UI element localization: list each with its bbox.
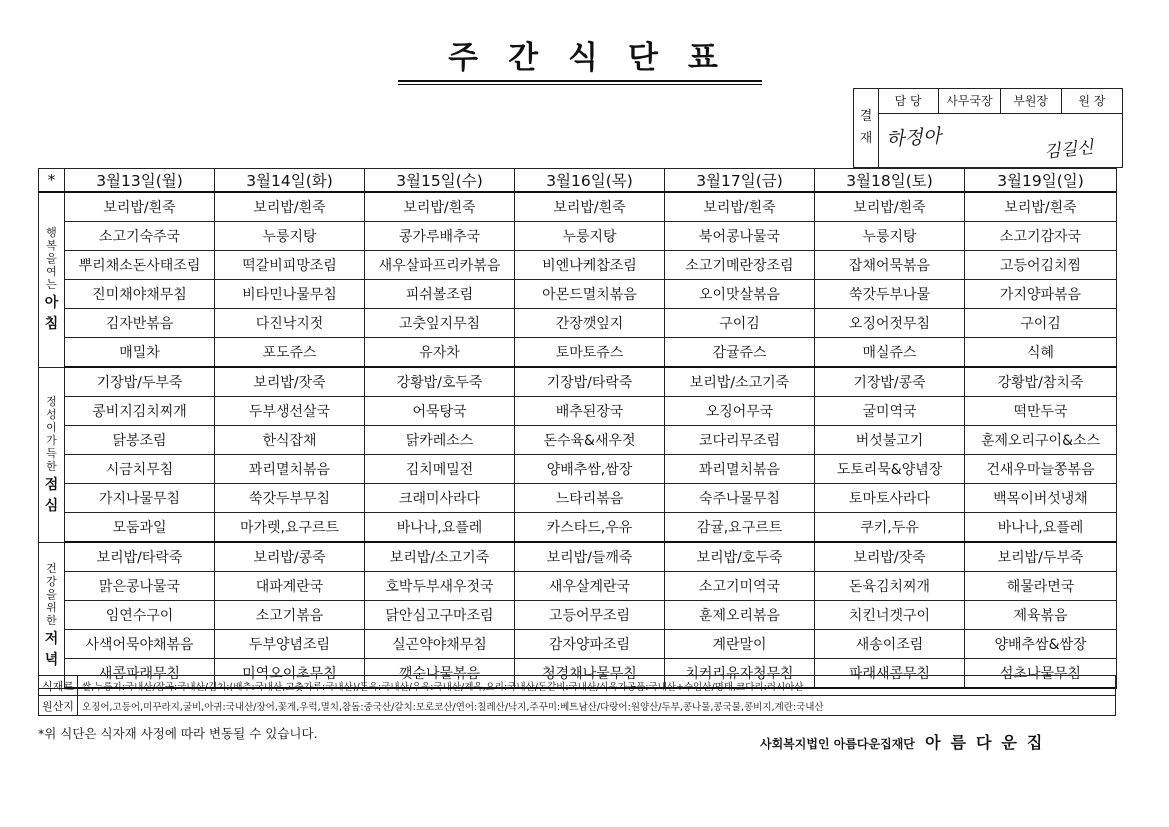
menu-item: 콩비지김치찌개	[65, 397, 215, 426]
menu-item: 소고기미역국	[665, 572, 815, 601]
menu-item: 피쉬볼조림	[365, 280, 515, 309]
menu-item: 다진낙지젓	[215, 309, 365, 338]
menu-item: 기장밥/콩죽	[815, 367, 965, 397]
menu-item: 코다리무조림	[665, 426, 815, 455]
menu-item: 보리밥/콩죽	[215, 542, 365, 572]
menu-item: 훈제오리구이&소스	[965, 426, 1117, 455]
title-underline-thin	[398, 84, 762, 85]
menu-item: 카스타드,우유	[515, 513, 665, 543]
dinner-row	[39, 630, 1117, 659]
signature-director: 김길신	[1043, 137, 1095, 163]
menu-item: 양배추쌈,쌈장	[515, 455, 665, 484]
menu-item: 미역오이초무침	[215, 659, 365, 689]
page-title: 주간식단표	[448, 40, 748, 76]
menu-item: 치커리유자청무침	[665, 659, 815, 689]
menu-item: 감자양파조림	[515, 630, 665, 659]
menu-item: 보리밥/흰죽	[665, 192, 815, 222]
menu-item: 진미채야채무침	[65, 280, 215, 309]
menu-item: 마가렛,요구르트	[215, 513, 365, 543]
menu-item: 소고기메란장조림	[665, 251, 815, 280]
origin-line: 쌀,누룽지:국내산/잡곡:국내산/김치:(배추:국내산,고춧가루:국내산)/돈육:국내산/우육:국내산/계육,오리:국내산/돈갈비:국내산/식육가공품:국내산+수입산/명태,코다리:러시아산	[78, 676, 1116, 696]
menu-item: 굴미역국	[815, 397, 965, 426]
lunch-row	[39, 513, 1117, 543]
breakfast-row	[39, 338, 1117, 368]
breakfast-row	[39, 251, 1117, 280]
lunch-label: 정 성 이 가 득 한 점 심	[39, 367, 65, 542]
menu-item: 닭안심고구마조림	[365, 601, 515, 630]
menu-item: 김자반볶음	[65, 309, 215, 338]
day-header: 3월15일(수)	[365, 169, 515, 193]
dinner-row	[39, 542, 1117, 572]
dinner-label: 건 강 을 위 한 저 녁	[39, 542, 65, 688]
menu-item: 보리밥/잣죽	[215, 367, 365, 397]
menu-item: 소고기숙주국	[65, 222, 215, 251]
menu-item: 닭봉조림	[65, 426, 215, 455]
menu-item: 매밀차	[65, 338, 215, 368]
origin-key-origin: 원산지	[39, 696, 78, 716]
day-header: 3월13일(월)	[65, 169, 215, 193]
lunch-row	[39, 426, 1117, 455]
menu-item: 보리밥/흰죽	[515, 192, 665, 222]
menu-item: 보리밥/흰죽	[815, 192, 965, 222]
menu-item: 모둠과일	[65, 513, 215, 543]
menu-item: 시금치무침	[65, 455, 215, 484]
menu-item: 배추된장국	[515, 397, 665, 426]
menu-item: 아몬드멸치볶음	[515, 280, 665, 309]
menu-item: 새우살파프리카볶음	[365, 251, 515, 280]
origin-table	[38, 675, 1116, 716]
menu-item: 파래새콤무침	[815, 659, 965, 689]
menu-item: 누룽지탕	[815, 222, 965, 251]
organization	[760, 730, 1052, 753]
menu-item: 기장밥/두부죽	[65, 367, 215, 397]
menu-item: 소고기감자국	[965, 222, 1117, 251]
menu-item: 비엔나케찹조림	[515, 251, 665, 280]
menu-item: 구이김	[965, 309, 1117, 338]
menu-item: 토마토쥬스	[515, 338, 665, 368]
menu-item: 식혜	[965, 338, 1117, 368]
menu-item: 보리밥/소고기죽	[365, 542, 515, 572]
menu-item: 포도쥬스	[215, 338, 365, 368]
breakfast-row	[39, 309, 1117, 338]
menu-item: 오징어젓무침	[815, 309, 965, 338]
menu-item: 새송이조림	[815, 630, 965, 659]
menu-item: 건새우마늘쫑볶음	[965, 455, 1117, 484]
menu-item: 돈수육&새우젓	[515, 426, 665, 455]
lunch-row	[39, 484, 1117, 513]
breakfast-row	[39, 192, 1117, 222]
menu-item: 임연수구이	[65, 601, 215, 630]
menu-item: 떡갈비피망조림	[215, 251, 365, 280]
lunch-row	[39, 397, 1117, 426]
dinner-row	[39, 572, 1117, 601]
menu-item: 보리밥/두부죽	[965, 542, 1117, 572]
menu-item: 치킨너겟구이	[815, 601, 965, 630]
menu-item: 꽈리멸치볶음	[215, 455, 365, 484]
day-header: 3월17일(금)	[665, 169, 815, 193]
menu-item: 감귤,요구르트	[665, 513, 815, 543]
menu-item: 보리밥/들깨죽	[515, 542, 665, 572]
menu-item: 고등어김치찜	[965, 251, 1117, 280]
menu-item: 오이맛살볶음	[665, 280, 815, 309]
menu-item: 뿌리채소돈사태조림	[65, 251, 215, 280]
menu-item: 고등어무조림	[515, 601, 665, 630]
day-header: 3월19일(일)	[965, 169, 1117, 193]
menu-item: 한식잡채	[215, 426, 365, 455]
menu-item: 보리밥/소고기죽	[665, 367, 815, 397]
menu-item: 토마토사라다	[815, 484, 965, 513]
menu-item: 강황밥/참치죽	[965, 367, 1117, 397]
menu-item: 고춧잎지무침	[365, 309, 515, 338]
menu-item: 어묵탕국	[365, 397, 515, 426]
menu-item: 보리밥/흰죽	[365, 192, 515, 222]
menu-item: 구이김	[665, 309, 815, 338]
approval-box	[853, 88, 1123, 168]
menu-item: 도토리묵&양념장	[815, 455, 965, 484]
lunch-row	[39, 367, 1117, 397]
menu-item: 섬초나물무침	[965, 659, 1117, 689]
menu-item: 제육볶음	[965, 601, 1117, 630]
menu-item: 보리밥/흰죽	[215, 192, 365, 222]
menu-item: 매실쥬스	[815, 338, 965, 368]
menu-item: 깻순나물볶음	[365, 659, 515, 689]
approval-role: 원 장	[1078, 94, 1106, 108]
menu-item: 계란말이	[665, 630, 815, 659]
menu-item: 새우살계란국	[515, 572, 665, 601]
menu-item: 감귤쥬스	[665, 338, 815, 368]
menu-item: 보리밥/잣죽	[815, 542, 965, 572]
menu-item: 잡채어묵볶음	[815, 251, 965, 280]
menu-item: 유자차	[365, 338, 515, 368]
menu-item: 떡만두국	[965, 397, 1117, 426]
approval-role: 사무국장	[939, 89, 1000, 113]
menu-item: 비타민나물무침	[215, 280, 365, 309]
menu-item: 쿠키,두유	[815, 513, 965, 543]
approval-role: 담 당	[878, 89, 939, 113]
weekly-menu-table	[38, 168, 1117, 689]
menu-item: 북어콩나물국	[665, 222, 815, 251]
menu-item: 해물라면국	[965, 572, 1117, 601]
menu-item: 바나나,요플레	[365, 513, 515, 543]
menu-item: 꽈리멸치볶음	[665, 455, 815, 484]
menu-item: 김치메밀전	[365, 455, 515, 484]
menu-body	[39, 192, 1117, 688]
menu-item: 새콤파래무침	[65, 659, 215, 689]
menu-item: 느타리볶음	[515, 484, 665, 513]
menu-item: 보리밥/흰죽	[965, 192, 1117, 222]
menu-item: 맑은콩나물국	[65, 572, 215, 601]
menu-item: 보리밥/호두죽	[665, 542, 815, 572]
menu-item: 호박두부새우젓국	[365, 572, 515, 601]
menu-item: 간장깻잎지	[515, 309, 665, 338]
menu-item: 쑥갓두부나물	[815, 280, 965, 309]
menu-item: 버섯불고기	[815, 426, 965, 455]
approval-header	[878, 89, 1122, 114]
day-header: 3월14일(화)	[215, 169, 365, 193]
menu-item: 강황밥/호두죽	[365, 367, 515, 397]
menu-item: 돈육김치찌개	[815, 572, 965, 601]
menu-item: 훈제오리볶음	[665, 601, 815, 630]
menu-item: 소고기볶음	[215, 601, 365, 630]
corner-cell: *	[39, 169, 65, 193]
menu-item: 가지양파볶음	[965, 280, 1117, 309]
menu-item: 청경채나물무침	[515, 659, 665, 689]
change-notice: *위 식단은 식자재 사정에 따라 변동될 수 있습니다.	[38, 726, 318, 741]
approval-side-label: 결 재	[854, 89, 879, 167]
origin-line: 오징어,고등어,미꾸라지,굴비,아귀:국내산/장어,꽃게,우럭,멸치,참돔:중국산/갈치:모로코산/연어:칠레산/낙지,주꾸미:베트남산/다랑어:원양산/두부,콩나물,콩국물,콩비지,계란:국내산	[78, 696, 1116, 716]
signature-manager: 하정아	[885, 125, 942, 151]
organization-name: 아름다운집	[925, 733, 1053, 752]
day-header: 3월18일(토)	[815, 169, 965, 193]
day-header-row	[39, 169, 1117, 193]
day-header: 3월16일(목)	[515, 169, 665, 193]
menu-item: 누룽지탕	[515, 222, 665, 251]
menu-item: 바나나,요플레	[965, 513, 1117, 543]
breakfast-row	[39, 280, 1117, 309]
approval-role: 부원장	[1001, 89, 1062, 113]
menu-item: 크래미사라다	[365, 484, 515, 513]
menu-item: 기장밥/타락죽	[515, 367, 665, 397]
menu-item: 가지나물무침	[65, 484, 215, 513]
menu-item: 닭카레소스	[365, 426, 515, 455]
organization-prefix: 사회복지법인 아름다운집재단	[760, 737, 915, 751]
menu-item: 숙주나물무침	[665, 484, 815, 513]
origin-key-ingredient: 식재료	[39, 676, 78, 696]
title-underline	[398, 80, 762, 82]
menu-item: 콩가루배추국	[365, 222, 515, 251]
menu-item: 대파계란국	[215, 572, 365, 601]
menu-item: 누룽지탕	[215, 222, 365, 251]
dinner-row	[39, 601, 1117, 630]
menu-item: 두부생선살국	[215, 397, 365, 426]
lunch-row	[39, 455, 1117, 484]
menu-item: 오징어무국	[665, 397, 815, 426]
menu-item: 두부양념조림	[215, 630, 365, 659]
menu-item: 백목이버섯냉채	[965, 484, 1117, 513]
menu-item: 쑥갓두부무침	[215, 484, 365, 513]
menu-item: 양배추쌈&쌈장	[965, 630, 1117, 659]
menu-item: 보리밥/타락죽	[65, 542, 215, 572]
menu-item: 사색어묵야채볶음	[65, 630, 215, 659]
menu-item: 보리밥/흰죽	[65, 192, 215, 222]
breakfast-label: 행 복 을 여 는 아 침	[39, 192, 65, 367]
breakfast-row	[39, 222, 1117, 251]
menu-item: 실곤약야채무침	[365, 630, 515, 659]
